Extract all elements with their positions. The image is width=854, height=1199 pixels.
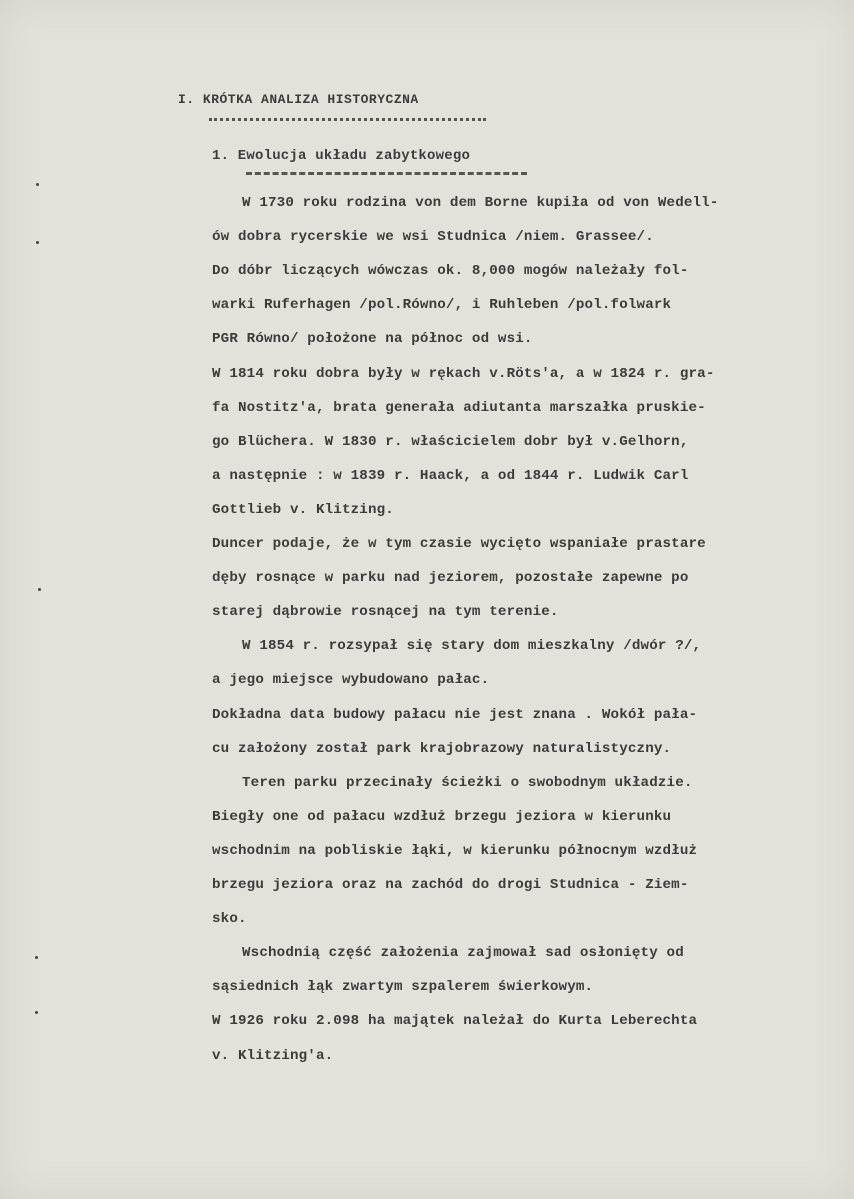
text-line: Biegły one od pałacu wzdłuż brzegu jeziora w kierunku	[212, 808, 672, 825]
text-line: wschodnim na pobliskie łąki, w kierunku północnym wzdłuż	[212, 842, 698, 859]
margin-mark	[36, 241, 39, 244]
margin-mark	[35, 1011, 38, 1014]
subsection-heading-underline	[246, 172, 527, 175]
text-line: W 1854 r. rozsypał się stary dom mieszkalny /dwór ?/,	[242, 638, 702, 655]
section-heading: I. KRÓTKA ANALIZA HISTORYCZNA	[178, 92, 419, 107]
text-line: dęby rosnące w parku nad jeziorem, pozostałe zapewne po	[212, 570, 689, 587]
text-line: W 1730 roku rodzina von dem Borne kupiła od von Wedell-	[242, 195, 719, 211]
text-line: sko.	[212, 911, 247, 928]
margin-mark	[38, 588, 41, 591]
text-line: brzegu jeziora oraz na zachód do drogi Studnica - Ziem-	[212, 877, 689, 893]
text-line: W 1926 roku 2.098 ha majątek należał do Kurta Leberechta	[212, 1013, 698, 1030]
text-line: a jego miejsce wybudowano pałac.	[212, 672, 490, 689]
text-line: W 1814 roku dobra były w rękach v.Röts'a, a w 1824 r. gra-	[212, 365, 715, 382]
text-line: sąsiednich łąk zwartym szpalerem świerkowym.	[212, 979, 594, 996]
text-line: Teren parku przecinały ścieżki o swobodnym układzie.	[242, 774, 693, 791]
text-line: PGR Równo/ położone na północ od wsi.	[212, 331, 533, 348]
text-line: Wschodnią część założenia zajmował sad osłonięty od	[242, 945, 684, 962]
margin-mark	[35, 956, 38, 959]
text-line: cu założony został park krajobrazowy naturalistyczny.	[212, 740, 672, 757]
text-line: a następnie : w 1839 r. Haack, a od 1844 r. Ludwik Carl	[212, 467, 689, 484]
text-line: Do dóbr liczących wówczas ok. 8,000 mogów należały fol-	[212, 263, 689, 280]
text-line: starej dąbrowie rosnącej na tym terenie.	[212, 604, 559, 621]
subsection-heading: 1. Ewolucja układu zabytkowego	[212, 148, 471, 164]
text-line: go Blüchera. W 1830 r. właścicielem dobr był v.Gelhorn,	[212, 433, 689, 450]
text-line: Gottlieb v. Klitzing.	[212, 501, 394, 518]
text-line: v. Klitzing'a.	[212, 1047, 334, 1064]
text-line: Duncer podaje, że w tym czasie wycięto wspaniałe prastare	[212, 536, 706, 552]
section-heading-underline	[209, 118, 486, 121]
text-line: warki Ruferhagen /pol.Równo/, i Ruhleben /pol.folwark	[212, 297, 672, 314]
margin-mark	[36, 183, 39, 186]
text-line: Dokładna data budowy pałacu nie jest znana . Wokół pała-	[212, 706, 698, 723]
text-line: ów dobra rycerskie we wsi Studnica /niem. Grassee/.	[212, 229, 654, 246]
text-line: fa Nostitz'a, brata generała adiutanta marszałka pruskie-	[212, 399, 706, 416]
